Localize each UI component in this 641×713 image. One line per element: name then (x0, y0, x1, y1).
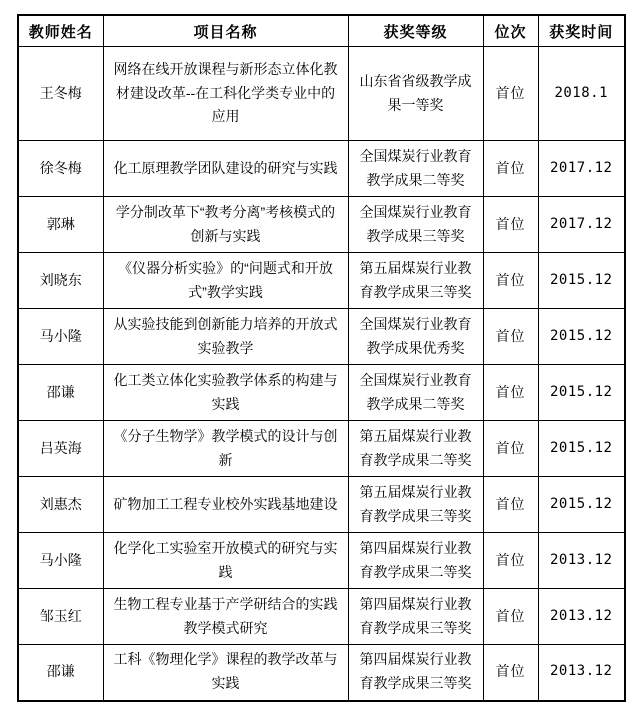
table-row (18, 365, 625, 421)
award-date-cell: 2015.12 (538, 309, 625, 365)
project-name-cell: 从实验技能到创新能力培养的开放式实验教学 (103, 309, 348, 365)
teacher-name-cell: 马小隆 (18, 309, 103, 365)
award-level-cell: 全国煤炭行业教育教学成果优秀奖 (348, 309, 483, 365)
award-date-cell: 2015.12 (538, 253, 625, 309)
project-name-cell: 化工原理教学团队建设的研究与实践 (103, 141, 348, 197)
rank-cell: 首位 (483, 421, 538, 477)
project-name-cell: 《分子生物学》教学模式的设计与创新 (103, 421, 348, 477)
award-date-cell: 2017.12 (538, 197, 625, 253)
project-name-cell: 《仪器分析实验》的“问题式和开放式”教学实践 (103, 253, 348, 309)
table-body (18, 47, 625, 701)
award-level-cell: 第五届煤炭行业教育教学成果二等奖 (348, 421, 483, 477)
rank-cell: 首位 (483, 47, 538, 141)
table-header (18, 15, 625, 47)
header-teacher-name: 教师姓名 (18, 15, 103, 47)
teacher-name-cell: 王冬梅 (18, 47, 103, 141)
table-row (18, 253, 625, 309)
award-date-cell: 2015.12 (538, 477, 625, 533)
award-level-cell: 全国煤炭行业教育教学成果二等奖 (348, 141, 483, 197)
teacher-name-cell: 郭琳 (18, 197, 103, 253)
award-level-cell: 第四届煤炭行业教育教学成果三等奖 (348, 589, 483, 645)
header-project-name: 项目名称 (103, 15, 348, 47)
project-name-cell: 化学化工实验室开放模式的研究与实践 (103, 533, 348, 589)
table-row (18, 47, 625, 141)
header-rank: 位次 (483, 15, 538, 47)
award-level-cell: 山东省省级教学成果一等奖 (348, 47, 483, 141)
award-level-cell: 全国煤炭行业教育教学成果三等奖 (348, 197, 483, 253)
teacher-name-cell: 邹玉红 (18, 589, 103, 645)
teacher-name-cell: 徐冬梅 (18, 141, 103, 197)
header-award-date: 获奖时间 (538, 15, 625, 47)
project-name-cell: 工科《物理化学》课程的教学改革与实践 (103, 645, 348, 701)
project-name-cell: 矿物加工工程专业校外实践基地建设 (103, 477, 348, 533)
award-level-cell: 第四届煤炭行业教育教学成果三等奖 (348, 645, 483, 701)
header-award-level: 获奖等级 (348, 15, 483, 47)
award-date-cell: 2015.12 (538, 365, 625, 421)
table-row (18, 421, 625, 477)
teaching-awards-table (17, 14, 626, 702)
rank-cell: 首位 (483, 197, 538, 253)
award-level-cell: 第五届煤炭行业教育教学成果三等奖 (348, 477, 483, 533)
award-level-cell: 全国煤炭行业教育教学成果二等奖 (348, 365, 483, 421)
table-row (18, 589, 625, 645)
teacher-name-cell: 马小隆 (18, 533, 103, 589)
award-level-cell: 第五届煤炭行业教育教学成果三等奖 (348, 253, 483, 309)
table-row (18, 197, 625, 253)
project-name-cell: 学分制改革下“教考分离”考核模式的创新与实践 (103, 197, 348, 253)
award-date-cell: 2013.12 (538, 533, 625, 589)
rank-cell: 首位 (483, 477, 538, 533)
table-row (18, 645, 625, 701)
award-date-cell: 2018.1 (538, 47, 625, 141)
award-date-cell: 2017.12 (538, 141, 625, 197)
project-name-cell: 网络在线开放课程与新形态立体化教材建设改革--在工科化学类专业中的应用 (103, 47, 348, 141)
rank-cell: 首位 (483, 533, 538, 589)
header-row (18, 15, 625, 47)
teacher-name-cell: 邵谦 (18, 645, 103, 701)
award-date-cell: 2013.12 (538, 645, 625, 701)
teacher-name-cell: 邵谦 (18, 365, 103, 421)
project-name-cell: 化工类立体化实验教学体系的构建与实践 (103, 365, 348, 421)
table-row (18, 141, 625, 197)
teacher-name-cell: 刘晓东 (18, 253, 103, 309)
rank-cell: 首位 (483, 365, 538, 421)
award-date-cell: 2013.12 (538, 589, 625, 645)
table-row (18, 477, 625, 533)
award-date-cell: 2015.12 (538, 421, 625, 477)
teacher-name-cell: 刘惠杰 (18, 477, 103, 533)
rank-cell: 首位 (483, 645, 538, 701)
rank-cell: 首位 (483, 141, 538, 197)
project-name-cell: 生物工程专业基于产学研结合的实践教学模式研究 (103, 589, 348, 645)
rank-cell: 首位 (483, 309, 538, 365)
table-row (18, 533, 625, 589)
teacher-name-cell: 吕英海 (18, 421, 103, 477)
table-row (18, 309, 625, 365)
award-level-cell: 第四届煤炭行业教育教学成果二等奖 (348, 533, 483, 589)
rank-cell: 首位 (483, 253, 538, 309)
rank-cell: 首位 (483, 589, 538, 645)
